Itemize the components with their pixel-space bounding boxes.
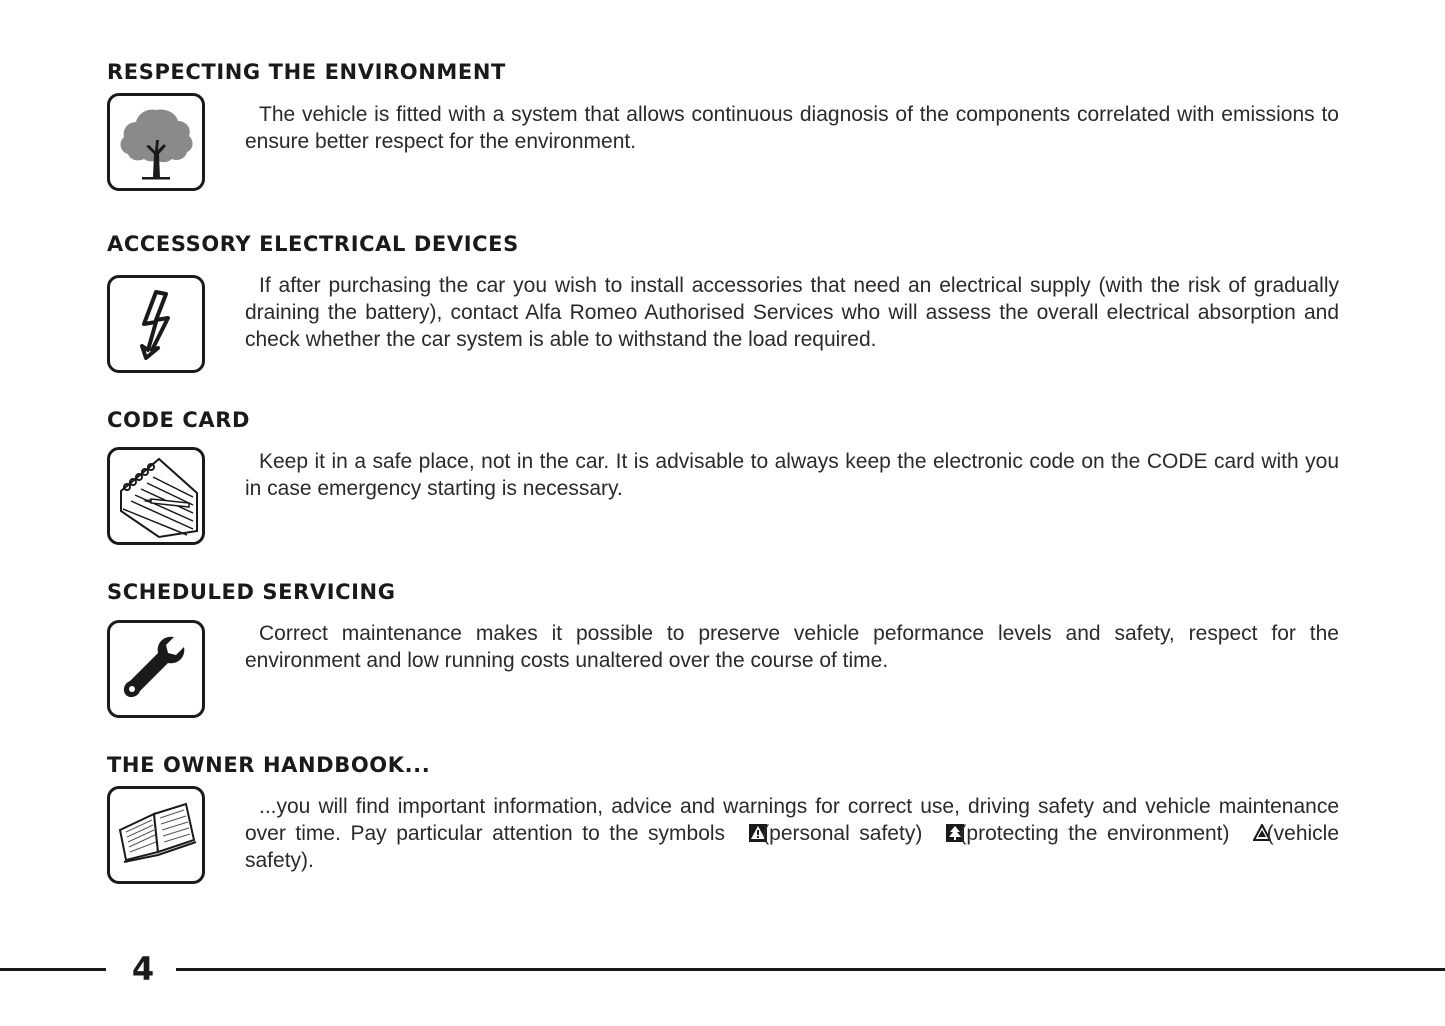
section-text: Keep it in a safe place, not in the car. It is advisable to always keep the electronic code on the CODE card with you in case emergency starting is necessary. — [245, 450, 1339, 500]
section-text: The vehicle is fitted with a system that allows continuous diagnosis of the components correlated with emissions to ensure better respect for the environment. — [245, 103, 1339, 153]
section-respecting-environment — [107, 60, 1339, 200]
wrench-icon — [107, 620, 205, 718]
personal-safety-warning-icon — [735, 822, 753, 840]
page-number: 4 — [131, 950, 155, 988]
environment-label: (protecting the environment) — [959, 822, 1230, 845]
section-heading: RESPECTING THE ENVIRONMENT — [107, 60, 506, 84]
lightning-bolt-icon — [107, 275, 205, 373]
open-book-icon — [107, 786, 205, 884]
section-text: If after purchasing the car you wish to install accessories that need an electrical supply (with the risk of gradually draining the battery), contact Alfa Romeo Authorised Services who will assess the overall electrical absorption and check whether the car system is able to withstand the load required. — [245, 274, 1339, 351]
section-scheduled-servicing — [107, 580, 1339, 725]
section-text — [245, 793, 1339, 874]
vehicle-safety-warning-icon — [1239, 822, 1257, 840]
section-heading: CODE CARD — [107, 408, 251, 432]
handbook-text: ...you will find important information, advice and warnings for correct use, driving safety and vehicle maintenance over time. Pay particular attention to the symbols — [245, 795, 1339, 845]
notebook-pencil-icon — [107, 447, 205, 545]
section-heading: SCHEDULED SERVICING — [107, 580, 396, 604]
environment-tree-icon — [932, 822, 950, 840]
tree-icon — [107, 93, 205, 191]
section-heading: THE OWNER HANDBOOK... — [107, 753, 431, 777]
section-code-card — [107, 408, 1339, 553]
section-owner-handbook — [107, 753, 1339, 893]
section-text: Correct maintenance makes it possible to preserve vehicle peformance levels and safety, respect for the environment and low running costs unaltered over the course of time. — [245, 622, 1339, 672]
section-heading: ACCESSORY ELECTRICAL DEVICES — [107, 232, 519, 256]
footer-rule-right — [176, 968, 1445, 971]
vehicle-safety-label: (vehicle safety). — [245, 822, 1340, 872]
footer-rule-left — [0, 968, 106, 971]
section-accessory-electrical — [107, 232, 1339, 382]
personal-safety-label: (personal safety) — [762, 822, 923, 845]
